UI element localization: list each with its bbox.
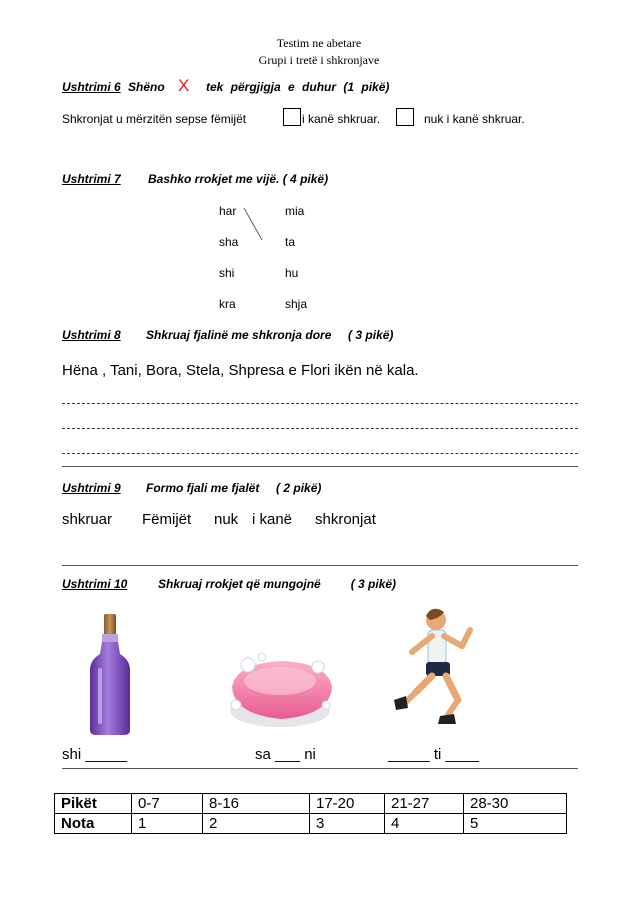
ex8-label: Ushtrimi 8: [62, 328, 121, 342]
ex6-instr-b: tek përgjigja e duhur (1 pikë): [206, 80, 390, 94]
x-mark: X: [178, 76, 190, 95]
ex6-sentence-b: i kanë shkruar.: [302, 112, 381, 126]
syllable-left-3: shi: [219, 266, 235, 280]
table-row: [55, 794, 567, 814]
syllable-left-4: kra: [219, 297, 236, 311]
word-4: i kanë: [252, 511, 293, 528]
ex7-label: Ushtrimi 7: [62, 172, 121, 186]
table-cell: 28-30: [464, 794, 567, 814]
ex9-label: Ushtrimi 9: [62, 481, 121, 495]
ex8-sentence: Hëna , Tani, Bora, Stela, Shpresa e Flori ikën në kala.: [62, 362, 419, 379]
divider-ex10: [62, 768, 578, 769]
table-cell: 2: [203, 814, 310, 834]
blank-3[interactable]: _____ ti ____: [388, 746, 479, 763]
answer-checkbox-2[interactable]: [396, 108, 414, 126]
ex9-instr: Formo fjali me fjalët ( 2 pikë): [146, 481, 322, 495]
ex6-label: Ushtrimi 6: [62, 80, 121, 94]
answer-checkbox-1[interactable]: [283, 108, 301, 126]
perfume-bottle-icon: [80, 610, 140, 740]
table-cell: 21-27: [385, 794, 464, 814]
soap-bar-icon: [222, 645, 342, 735]
table-cell: 17-20: [310, 794, 385, 814]
table-cell: Nota: [55, 814, 132, 834]
page-subtitle: Grupi i tretë i shkronjave: [258, 53, 380, 67]
word-2: Fëmijët: [142, 511, 192, 528]
table-cell: 4: [385, 814, 464, 834]
table-cell: Pikët: [55, 794, 132, 814]
ex10-label: Ushtrimi 10: [62, 577, 128, 591]
example-connect-line: [240, 205, 270, 245]
writing-line-3[interactable]: [62, 453, 578, 454]
table-cell: 8-16: [203, 794, 310, 814]
syllable-left-2: sha: [219, 235, 239, 249]
answer-line-ex9[interactable]: [62, 565, 578, 566]
ex6-sentence-a: Shkronjat u mërzitën sepse fëmijët: [62, 112, 247, 126]
page-title: Testim ne abetare: [276, 36, 362, 50]
blank-1[interactable]: shi _____: [62, 746, 128, 763]
ex6-instr-a: Shëno: [128, 80, 165, 94]
syllable-right-3: hu: [285, 266, 299, 280]
syllable-right-1: mia: [285, 204, 305, 218]
ex8-instr: Shkruaj fjalinë me shkronja dore ( 3 pikë): [146, 328, 394, 342]
word-1: shkruar: [62, 511, 113, 528]
syllable-left-1: har: [219, 204, 237, 218]
table-cell: 1: [132, 814, 203, 834]
syllable-right-2: ta: [285, 235, 296, 249]
grading-table: [54, 793, 567, 834]
ex6-sentence-c: nuk i kanë shkruar.: [424, 112, 525, 126]
table-cell: 3: [310, 814, 385, 834]
ex10-instr: Shkruaj rrokjet që mungojnë ( 3 pikë): [158, 577, 397, 591]
divider: [62, 466, 578, 467]
table-row: [55, 814, 567, 834]
runner-icon: [388, 600, 488, 730]
writing-line-1[interactable]: [62, 403, 578, 404]
table-cell: 0-7: [132, 794, 203, 814]
syllable-right-4: shja: [285, 297, 308, 311]
ex7-instr: Bashko rrokjet me vijë. ( 4 pikë): [148, 172, 329, 186]
table-cell: 5: [464, 814, 567, 834]
writing-line-2[interactable]: [62, 428, 578, 429]
word-3: nuk: [214, 511, 239, 528]
word-5: shkronjat: [315, 511, 376, 528]
blank-2[interactable]: sa ___ ni: [255, 746, 316, 763]
